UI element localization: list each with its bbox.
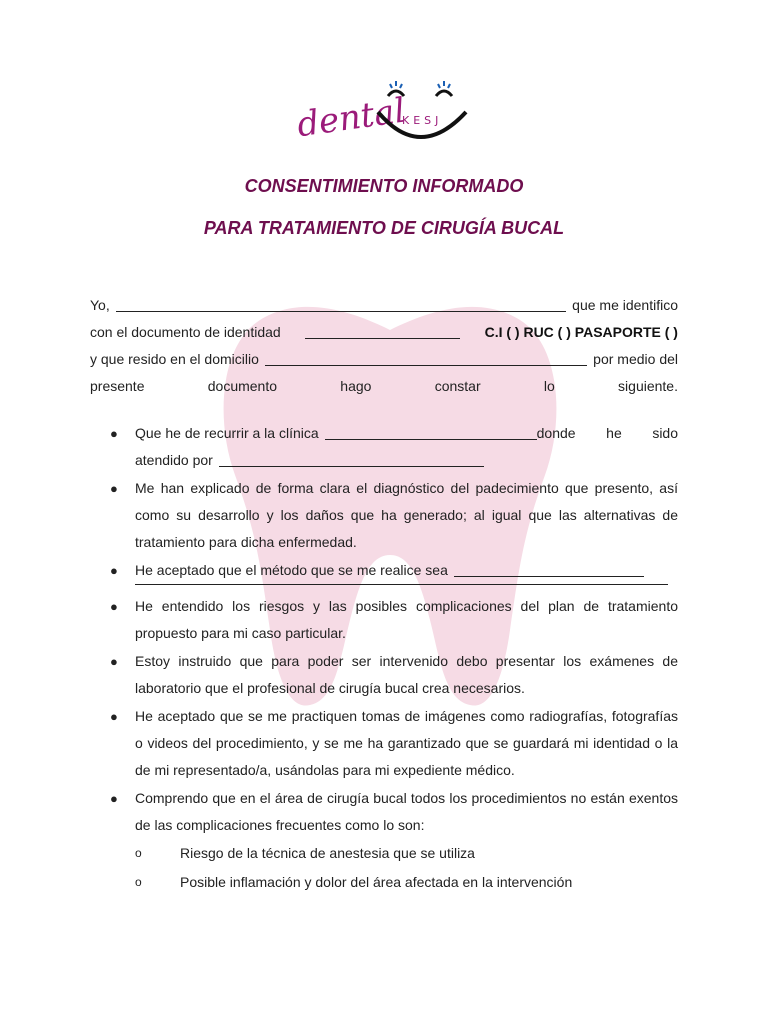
document-title: CONSENTIMIENTO INFORMADO bbox=[244, 176, 524, 196]
item-text: He entendido los riesgos y las posibles complicaciones del plan de tratamiento propuesto para mi caso particular. bbox=[135, 598, 678, 641]
item-text: Comprendo que en el área de cirugía bucal todos los procedimientos no están exentos de las complicaciones frecuentes como lo son: bbox=[135, 790, 678, 833]
bullet-icon: ● bbox=[110, 481, 118, 496]
list-item bbox=[110, 557, 678, 592]
name-field[interactable] bbox=[116, 311, 566, 312]
intro-line-1 bbox=[90, 292, 678, 319]
list-item bbox=[110, 420, 678, 474]
bullet-icon: ● bbox=[110, 426, 118, 441]
circle-bullet-icon: o bbox=[135, 846, 142, 860]
item-text: Riesgo de la técnica de anestesia que se utiliza bbox=[180, 845, 475, 861]
list-item bbox=[110, 475, 678, 556]
intro-paragraph bbox=[90, 292, 678, 400]
id-number-field[interactable] bbox=[305, 338, 460, 339]
method-field-continued[interactable] bbox=[135, 584, 668, 585]
list-item bbox=[110, 785, 678, 839]
sub-list-item bbox=[135, 840, 678, 867]
address-field[interactable] bbox=[265, 365, 587, 366]
intro-line-2 bbox=[90, 319, 678, 346]
method-field[interactable] bbox=[454, 576, 644, 577]
list-item bbox=[110, 703, 678, 784]
statement-list bbox=[110, 420, 678, 896]
intro-text: Yo, bbox=[90, 297, 110, 313]
bullet-icon: ● bbox=[110, 599, 118, 614]
intro-text: por medio del bbox=[593, 351, 678, 367]
svg-text:KESJ: KESJ bbox=[402, 114, 443, 127]
dental-logo bbox=[290, 72, 480, 164]
bullet-icon: ● bbox=[110, 791, 118, 806]
intro-text: que me identifico bbox=[572, 297, 678, 313]
item-text: donde he sido bbox=[536, 425, 678, 441]
item-text: Posible inflamación y dolor del área afectada en la intervención bbox=[180, 874, 573, 890]
bullet-icon: ● bbox=[110, 563, 118, 578]
intro-line-4: presente documento hago constar lo siguiente. bbox=[90, 378, 678, 394]
item-text: atendido por bbox=[135, 452, 213, 468]
clinic-field[interactable] bbox=[325, 439, 537, 440]
id-type-options[interactable]: C.I ( ) RUC ( ) PASAPORTE ( ) bbox=[484, 324, 678, 340]
intro-text: y que resido en el domicilio bbox=[90, 351, 259, 367]
list-item bbox=[110, 648, 678, 702]
item-text: He aceptado que se me practiquen tomas de imágenes como radiografías, fotografías o videos del procedimiento, y se me ha garantizado que se guardará mi identidad o la de mi representado/a, usándolas para mi expediente médico. bbox=[135, 708, 678, 778]
svg-text:dental: dental bbox=[294, 90, 408, 146]
doctor-field[interactable] bbox=[219, 466, 484, 467]
list-item bbox=[110, 593, 678, 647]
bullet-icon: ● bbox=[110, 709, 118, 724]
item-text: Estoy instruido que para poder ser intervenido debo presentar los exámenes de laboratorio que el profesional de cirugía bucal crea necesarios. bbox=[135, 653, 678, 696]
sub-list-item bbox=[135, 869, 678, 896]
bullet-icon: ● bbox=[110, 654, 118, 669]
document-subtitle: PARA TRATAMIENTO DE CIRUGÍA BUCAL bbox=[203, 218, 565, 238]
item-text: Que he de recurrir a la clínica bbox=[135, 425, 319, 441]
item-text: He aceptado que el método que se me realice sea bbox=[135, 562, 448, 578]
intro-line-3 bbox=[90, 346, 678, 373]
intro-text: con el documento de identidad bbox=[90, 324, 281, 340]
circle-bullet-icon: o bbox=[135, 875, 142, 889]
item-text: Me han explicado de forma clara el diagnóstico del padecimiento que presento, así como su desarrollo y los daños que ha generado; al igual que las alternativas de tratamiento para dicha enfermedad. bbox=[135, 480, 678, 550]
